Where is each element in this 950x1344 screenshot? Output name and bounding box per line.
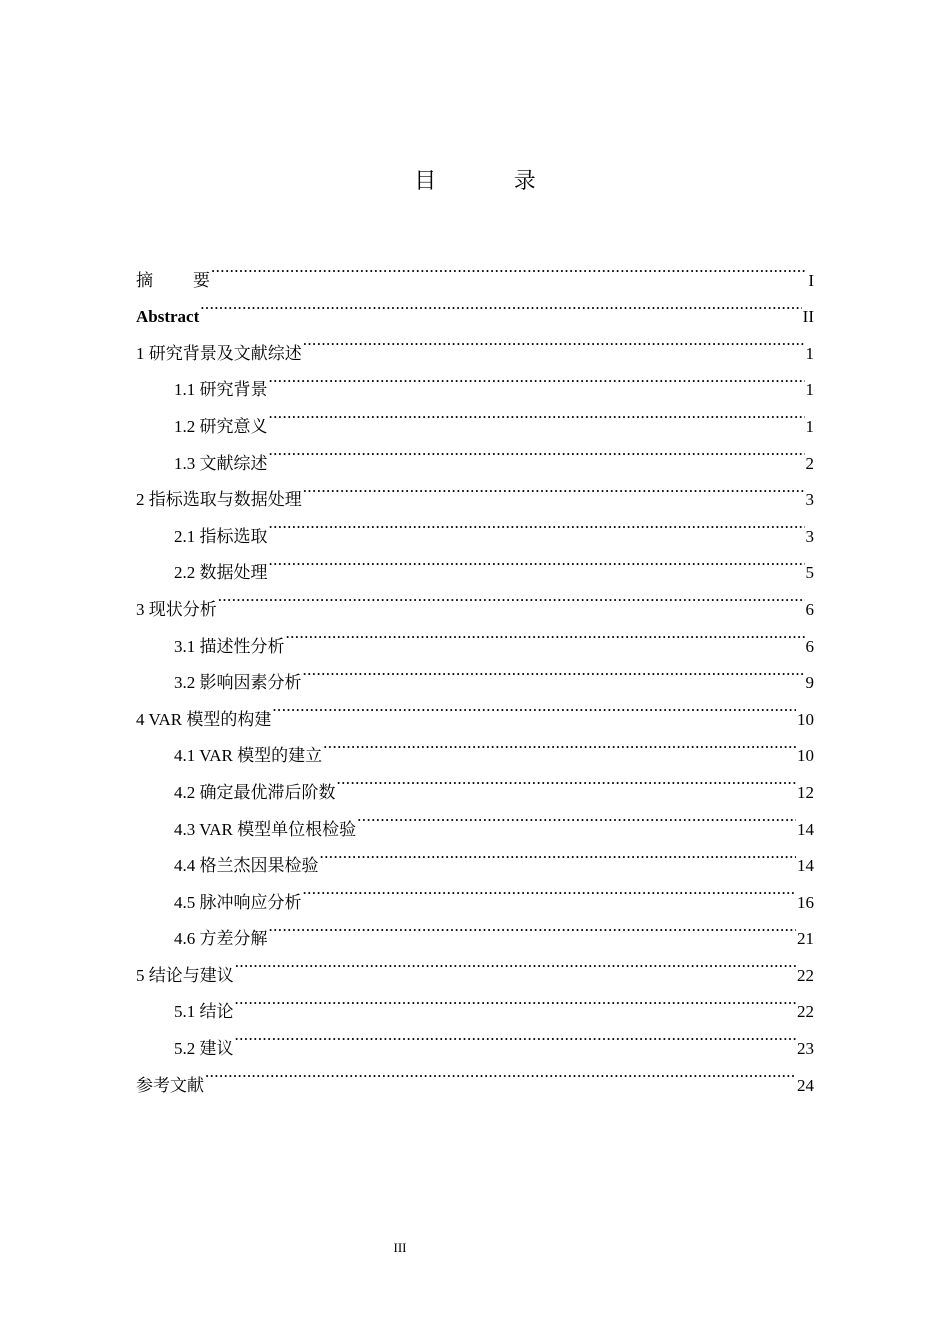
toc-entry-label: 1.2 研究意义 xyxy=(174,416,268,436)
toc-entry-page: I xyxy=(808,270,814,290)
toc-entry-label: 4.6 方差分解 xyxy=(174,929,268,949)
toc-entry-label: 2.1 指标选取 xyxy=(174,526,268,546)
toc-entry-references[interactable] xyxy=(136,1054,814,1095)
page-number: III xyxy=(393,1240,407,1255)
toc-entry-label: 5.2 建议 xyxy=(174,1039,234,1059)
toc-entry-label-part: 要 xyxy=(193,270,210,290)
toc-entry-page: 21 xyxy=(797,929,814,949)
dot-leader xyxy=(303,469,805,506)
toc-entry-label xyxy=(136,263,210,300)
dot-leader xyxy=(303,322,805,359)
toc-entry-label: 1.3 文献综述 xyxy=(174,453,268,473)
toc-entry-label: 4.1 VAR 模型的建立 xyxy=(174,746,323,766)
toc-entry-page: 14 xyxy=(797,856,814,876)
dot-leader xyxy=(323,725,796,762)
toc-entry-page: 3 xyxy=(805,490,814,510)
toc-entry-label: 4 VAR 模型的构建 xyxy=(136,709,272,729)
toc-entry-label: 1 研究背景及文献综述 xyxy=(136,343,302,363)
toc-entry-page: II xyxy=(802,307,814,327)
toc-entry-label: 1.1 研究背景 xyxy=(174,380,268,400)
toc-entry-chapter-3[interactable] xyxy=(136,578,814,619)
toc-entry-chapter-1[interactable] xyxy=(136,322,814,363)
dot-leader xyxy=(320,835,797,872)
toc-entry-label: 4.3 VAR 模型单位根检验 xyxy=(174,819,357,839)
toc-entry-section-5-1[interactable] xyxy=(136,981,814,1022)
toc-entry-section-5-2[interactable] xyxy=(136,1017,814,1059)
toc-entry-label: 3.2 影响因素分析 xyxy=(174,673,302,693)
dot-leader xyxy=(269,542,805,579)
toc-entry-page: 1 xyxy=(805,380,814,400)
dot-leader xyxy=(211,249,807,286)
toc-entry-label: Abstract xyxy=(136,307,200,327)
dot-leader xyxy=(218,578,805,615)
toc-entry-label: 3 现状分析 xyxy=(136,599,217,619)
toc-entry-page: 2 xyxy=(805,453,814,473)
dot-leader xyxy=(272,688,796,725)
toc-entry-page: 6 xyxy=(805,636,814,656)
dot-leader xyxy=(303,871,797,908)
dot-leader xyxy=(269,908,797,945)
toc-entry-label: 2.2 数据处理 xyxy=(174,563,268,583)
dot-leader xyxy=(269,395,805,432)
toc-entry-page: 22 xyxy=(797,1002,814,1022)
toc-entry-page: 5 xyxy=(805,563,814,583)
toc-entry-page: 3 xyxy=(805,526,814,546)
dot-leader xyxy=(337,761,797,798)
toc-entry-label-part: 摘 xyxy=(136,270,153,290)
toc-entry-abstract-en[interactable] xyxy=(136,286,814,327)
toc-entry-label: 4.4 格兰杰因果检验 xyxy=(174,856,319,876)
toc-entry-page: 12 xyxy=(797,782,814,802)
toc-entry-label: 5 结论与建议 xyxy=(136,965,234,985)
dot-leader xyxy=(235,981,797,1018)
toc-entry-page: 10 xyxy=(797,746,814,766)
toc-entry-label: 3.1 描述性分析 xyxy=(174,636,285,656)
toc-entry-chapter-5[interactable] xyxy=(136,944,814,985)
dot-leader xyxy=(235,1017,797,1054)
toc-entry-page: 16 xyxy=(797,892,814,912)
toc-entry-page: 1 xyxy=(805,343,814,363)
toc-entry-abstract-cn[interactable] xyxy=(136,249,814,290)
page-title: 目 录 xyxy=(414,168,572,193)
toc-entry-page: 9 xyxy=(805,673,814,693)
toc-entry-page: 6 xyxy=(805,599,814,619)
toc-entry-page: 1 xyxy=(805,416,814,436)
toc-entry-page: 23 xyxy=(797,1039,814,1059)
dot-leader xyxy=(269,432,805,469)
toc-entry-label: 参考文献 xyxy=(136,1075,204,1095)
toc-entry-page: 10 xyxy=(797,709,814,729)
dot-leader xyxy=(235,944,796,981)
dot-leader xyxy=(200,286,801,323)
dot-leader xyxy=(269,359,805,396)
toc-entry-page: 22 xyxy=(797,965,814,985)
table-of-contents xyxy=(136,249,814,1095)
toc-entry-section-3-1[interactable] xyxy=(136,615,814,656)
toc-entry-label: 2 指标选取与数据处理 xyxy=(136,490,302,510)
dot-leader xyxy=(303,652,805,689)
toc-entry-label: 4.5 脉冲响应分析 xyxy=(174,892,302,912)
dot-leader xyxy=(205,1054,796,1091)
dot-leader xyxy=(357,798,796,835)
toc-entry-page: 14 xyxy=(797,819,814,839)
toc-entry-page: 24 xyxy=(797,1075,814,1095)
dot-leader xyxy=(269,505,805,542)
toc-entry-label: 4.2 确定最优滞后阶数 xyxy=(174,782,336,802)
toc-entry-label: 5.1 结论 xyxy=(174,1002,234,1022)
dot-leader xyxy=(286,615,805,652)
